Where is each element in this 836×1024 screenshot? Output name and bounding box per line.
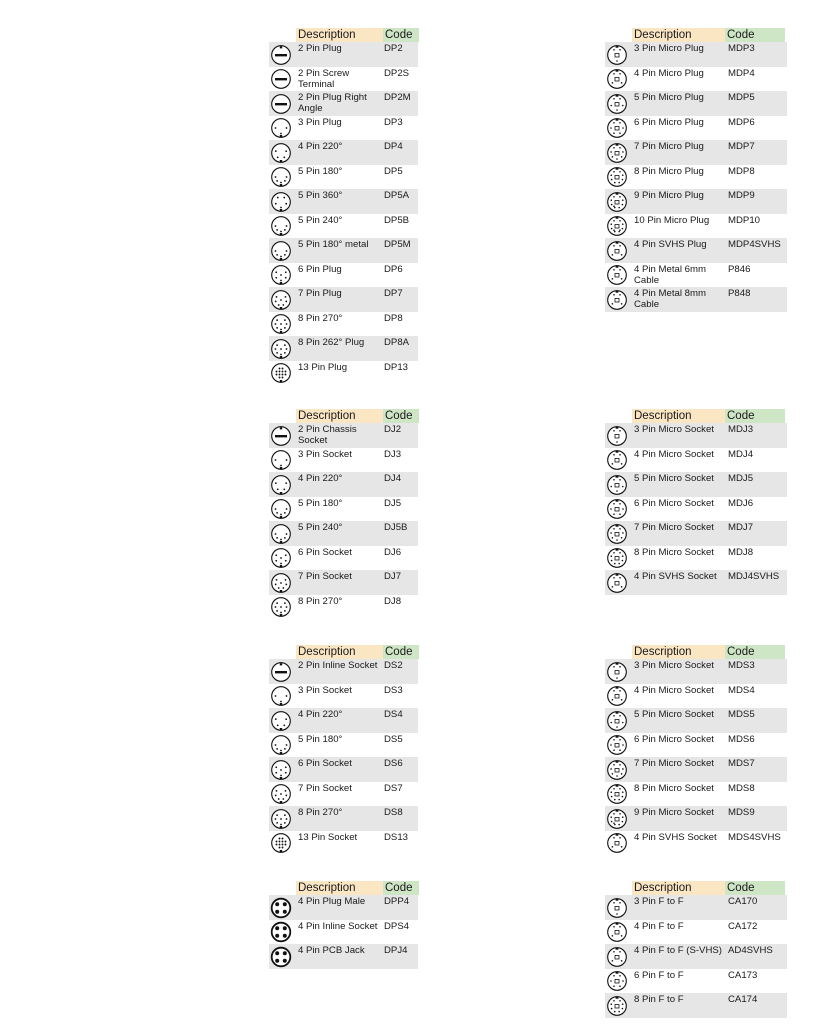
description-cell: 3 Pin F to F bbox=[634, 896, 684, 907]
table-row bbox=[269, 189, 418, 214]
table-row bbox=[605, 944, 787, 969]
table-row bbox=[605, 684, 787, 709]
code-cell: MDP9 bbox=[728, 190, 755, 201]
table-row bbox=[269, 263, 418, 288]
table-row bbox=[269, 708, 418, 733]
header-description: Description bbox=[296, 881, 383, 895]
connector-icon bbox=[606, 734, 628, 756]
connector-icon bbox=[270, 289, 292, 311]
table-row bbox=[605, 67, 787, 92]
connector-icon bbox=[606, 264, 628, 286]
table-row bbox=[269, 312, 418, 337]
code-cell: DJ7 bbox=[384, 571, 402, 582]
connector-icon bbox=[270, 572, 292, 594]
code-cell: DPS4 bbox=[384, 920, 410, 932]
description-cell: 3 Pin Micro Plug bbox=[634, 43, 704, 54]
description-cell: 7 Pin Socket bbox=[298, 782, 352, 794]
connector-icon bbox=[606, 759, 628, 781]
table-row bbox=[269, 423, 418, 448]
code-cell: DS3 bbox=[384, 684, 403, 696]
table-header bbox=[269, 645, 419, 659]
code-cell: DPP4 bbox=[384, 896, 410, 907]
description-cell: 4 Pin SVHS Socket bbox=[634, 831, 717, 843]
connector-icon bbox=[606, 685, 628, 707]
code-cell: DP4 bbox=[384, 141, 403, 152]
code-cell: DS5 bbox=[384, 733, 403, 745]
code-cell: MDJ8 bbox=[728, 546, 754, 558]
description-cell: 4 Pin Inline Socket bbox=[298, 920, 378, 932]
description-cell: 4 Pin Metal 8mm Cable bbox=[634, 288, 706, 310]
description-cell: 2 Pin Chassis Socket bbox=[298, 424, 357, 446]
table-row bbox=[605, 831, 787, 856]
description-cell: 8 Pin 270° bbox=[298, 312, 343, 324]
table-row bbox=[605, 993, 787, 1018]
table-row bbox=[269, 570, 418, 595]
description-cell: 7 Pin Socket bbox=[298, 571, 352, 582]
description-cell: 4 Pin F to F (S-VHS) bbox=[634, 945, 722, 956]
connector-icon bbox=[270, 498, 292, 520]
table-header bbox=[269, 28, 419, 42]
connector-icon bbox=[270, 215, 292, 237]
description-cell: 5 Pin Micro Plug bbox=[634, 92, 704, 103]
table-row bbox=[605, 920, 787, 945]
connector-icon bbox=[606, 995, 628, 1017]
header-spacer bbox=[605, 28, 632, 42]
code-cell: MDS4 bbox=[728, 684, 755, 696]
connector-icon bbox=[270, 93, 292, 115]
connector-icon bbox=[270, 710, 292, 732]
table-row bbox=[269, 757, 418, 782]
header-code: Code bbox=[725, 881, 785, 895]
description-cell: 5 Pin 180° metal bbox=[298, 239, 369, 250]
description-cell: 8 Pin Micro Plug bbox=[634, 165, 704, 177]
description-cell: 4 Pin Metal 6mm Cable bbox=[634, 263, 706, 286]
header-description: Description bbox=[296, 645, 383, 659]
table-row bbox=[269, 448, 418, 473]
connector-icon bbox=[270, 547, 292, 569]
connector-icon bbox=[270, 425, 292, 447]
table-row bbox=[605, 708, 787, 733]
table-row bbox=[269, 782, 418, 807]
table-row bbox=[605, 570, 787, 595]
code-cell: CA174 bbox=[728, 994, 758, 1005]
table-row bbox=[605, 733, 787, 758]
header-code: Code bbox=[725, 645, 785, 659]
table-header bbox=[605, 28, 787, 42]
code-cell: MDS3 bbox=[728, 660, 755, 671]
code-cell: AD4SVHS bbox=[728, 945, 773, 956]
description-cell: 8 Pin 270° bbox=[298, 595, 343, 607]
header-description: Description bbox=[632, 881, 725, 895]
table-row bbox=[269, 140, 418, 165]
code-cell: MDJ4SVHS bbox=[728, 571, 780, 582]
description-cell: 4 Pin Micro Plug bbox=[634, 67, 704, 79]
description-cell: 6 Pin Micro Socket bbox=[634, 497, 714, 509]
table-din-sockets bbox=[269, 409, 419, 619]
code-cell: MDP10 bbox=[728, 214, 760, 226]
header-description: Description bbox=[632, 645, 725, 659]
description-cell: 4 Pin Plug Male bbox=[298, 896, 366, 907]
table-row bbox=[605, 659, 787, 684]
description-cell: 6 Pin Micro Plug bbox=[634, 116, 704, 128]
table-power-din bbox=[269, 881, 419, 969]
connector-icon bbox=[270, 264, 292, 286]
connector-icon bbox=[270, 783, 292, 805]
table-row bbox=[269, 733, 418, 758]
code-cell: DPJ4 bbox=[384, 945, 408, 956]
code-cell: DP5M bbox=[384, 239, 411, 250]
table-header bbox=[605, 645, 787, 659]
table-row bbox=[605, 42, 787, 67]
table-row bbox=[269, 165, 418, 190]
header-spacer bbox=[605, 645, 632, 659]
table-row bbox=[605, 757, 787, 782]
code-cell: MDJ7 bbox=[728, 522, 754, 533]
code-cell: DP2 bbox=[384, 43, 403, 54]
connector-icon bbox=[270, 44, 292, 66]
code-cell: DJ4 bbox=[384, 473, 402, 484]
code-cell: DP5A bbox=[384, 190, 410, 201]
table-row bbox=[269, 546, 418, 571]
connector-icon bbox=[606, 215, 628, 237]
table-row bbox=[605, 472, 787, 497]
code-cell: DP5 bbox=[384, 165, 403, 177]
table-row bbox=[269, 472, 418, 497]
connector-icon bbox=[606, 142, 628, 164]
header-spacer bbox=[605, 881, 632, 895]
table-header bbox=[269, 881, 419, 895]
connector-icon bbox=[270, 596, 292, 618]
table-row bbox=[605, 448, 787, 473]
code-cell: DP2S bbox=[384, 67, 410, 79]
header-code: Code bbox=[383, 645, 419, 659]
code-cell: DS4 bbox=[384, 709, 403, 720]
code-cell: DJ6 bbox=[384, 546, 402, 558]
connector-icon bbox=[270, 68, 292, 90]
code-cell: MDJ4 bbox=[728, 448, 754, 460]
table-row bbox=[269, 831, 418, 856]
description-cell: 7 Pin Plug bbox=[298, 288, 342, 299]
table-row bbox=[269, 361, 418, 386]
table-row bbox=[269, 895, 418, 920]
description-cell: 5 Pin 180° bbox=[298, 733, 343, 745]
table-row bbox=[269, 521, 418, 546]
description-cell: 4 Pin Micro Socket bbox=[634, 684, 714, 696]
table-row bbox=[605, 238, 787, 263]
connector-icon bbox=[270, 191, 292, 213]
header-code: Code bbox=[383, 409, 419, 423]
code-cell: MDS5 bbox=[728, 709, 755, 720]
connector-icon bbox=[606, 449, 628, 471]
table-row bbox=[269, 91, 418, 116]
connector-icon bbox=[606, 289, 628, 311]
code-cell: DJ2 bbox=[384, 424, 402, 435]
code-cell: DP7 bbox=[384, 288, 403, 299]
description-cell: 4 Pin F to F bbox=[634, 920, 684, 932]
connector-icon bbox=[270, 142, 292, 164]
code-cell: DJ8 bbox=[384, 595, 402, 607]
header-description: Description bbox=[296, 28, 383, 42]
connector-icon bbox=[606, 166, 628, 188]
description-cell: 3 Pin Micro Socket bbox=[634, 424, 714, 435]
code-cell: MDP6 bbox=[728, 116, 755, 128]
code-cell: MDP5 bbox=[728, 92, 755, 103]
connector-icon bbox=[606, 547, 628, 569]
description-cell: 8 Pin Micro Socket bbox=[634, 546, 714, 558]
description-cell: 3 Pin Socket bbox=[298, 448, 352, 460]
code-cell: DP5B bbox=[384, 214, 410, 226]
code-cell: MDP3 bbox=[728, 43, 755, 54]
table-row bbox=[605, 140, 787, 165]
table-din-plugs bbox=[269, 28, 419, 385]
description-cell: 4 Pin SVHS Socket bbox=[634, 571, 717, 582]
table-row bbox=[269, 238, 418, 263]
table-row bbox=[269, 944, 418, 969]
table-row bbox=[269, 336, 418, 361]
connector-icon bbox=[606, 191, 628, 213]
description-cell: 4 Pin 220° bbox=[298, 141, 343, 152]
description-cell: 3 Pin Plug bbox=[298, 116, 342, 128]
header-spacer bbox=[269, 409, 296, 423]
description-cell: 13 Pin Plug bbox=[298, 361, 348, 373]
table-header bbox=[605, 409, 787, 423]
table-row bbox=[269, 287, 418, 312]
header-spacer bbox=[269, 881, 296, 895]
connector-icon bbox=[270, 240, 292, 262]
table-row bbox=[605, 189, 787, 214]
code-cell: DP3 bbox=[384, 116, 403, 128]
code-cell: DS2 bbox=[384, 660, 403, 671]
table-row bbox=[605, 165, 787, 190]
table-row bbox=[269, 214, 418, 239]
connector-icon bbox=[270, 921, 292, 943]
connector-icon bbox=[606, 44, 628, 66]
description-cell: 7 Pin Micro Socket bbox=[634, 758, 714, 769]
connector-icon bbox=[606, 921, 628, 943]
description-cell: 8 Pin 270° bbox=[298, 807, 343, 818]
connector-icon bbox=[606, 93, 628, 115]
code-cell: MDS6 bbox=[728, 733, 755, 745]
description-cell: 5 Pin 360° bbox=[298, 190, 343, 201]
table-row bbox=[605, 497, 787, 522]
connector-icon bbox=[606, 117, 628, 139]
description-cell: 6 Pin Micro Socket bbox=[634, 733, 714, 745]
table-row bbox=[605, 287, 787, 312]
table-row bbox=[269, 595, 418, 620]
connector-icon bbox=[270, 685, 292, 707]
connector-icon bbox=[270, 166, 292, 188]
connector-icon bbox=[270, 832, 292, 854]
table-row bbox=[605, 969, 787, 994]
connector-icon bbox=[270, 808, 292, 830]
connector-icon bbox=[606, 897, 628, 919]
table-row bbox=[269, 920, 418, 945]
description-cell: 5 Pin 240° bbox=[298, 214, 343, 226]
connector-icon bbox=[606, 474, 628, 496]
table-row bbox=[605, 423, 787, 448]
header-code: Code bbox=[725, 28, 785, 42]
connector-icon bbox=[606, 832, 628, 854]
description-cell: 4 Pin Micro Socket bbox=[634, 448, 714, 460]
code-cell: P846 bbox=[728, 263, 751, 275]
table-row bbox=[269, 497, 418, 522]
table-row bbox=[605, 806, 787, 831]
description-cell: 4 Pin 220° bbox=[298, 473, 343, 484]
connector-icon bbox=[270, 661, 292, 683]
code-cell: DS7 bbox=[384, 782, 403, 794]
code-cell: CA173 bbox=[728, 969, 758, 981]
connector-icon bbox=[270, 362, 292, 384]
table-row bbox=[269, 659, 418, 684]
table-row bbox=[605, 116, 787, 141]
description-cell: 6 Pin F to F bbox=[634, 969, 684, 981]
description-cell: 3 Pin Socket bbox=[298, 684, 352, 696]
code-cell: MDS7 bbox=[728, 758, 755, 769]
description-cell: 2 Pin Inline Socket bbox=[298, 660, 378, 671]
description-cell: 9 Pin Micro Plug bbox=[634, 190, 704, 201]
connector-icon bbox=[270, 897, 292, 919]
description-cell: 4 Pin 220° bbox=[298, 709, 343, 720]
table-header bbox=[605, 881, 787, 895]
description-cell: 5 Pin 240° bbox=[298, 522, 343, 533]
connector-icon bbox=[270, 946, 292, 968]
table-row bbox=[605, 263, 787, 288]
code-cell: MDP4SVHS bbox=[728, 239, 781, 250]
description-cell: 5 Pin Micro Socket bbox=[634, 473, 714, 484]
header-description: Description bbox=[632, 28, 725, 42]
connector-icon bbox=[606, 970, 628, 992]
code-cell: DS6 bbox=[384, 758, 403, 769]
description-cell: 7 Pin Micro Plug bbox=[634, 141, 704, 152]
table-row bbox=[269, 42, 418, 67]
code-cell: DS13 bbox=[384, 831, 408, 843]
connector-icon bbox=[606, 710, 628, 732]
code-cell: DJ5B bbox=[384, 522, 408, 533]
header-spacer bbox=[269, 645, 296, 659]
connector-icon bbox=[606, 661, 628, 683]
code-cell: DJ5 bbox=[384, 497, 402, 509]
table-row bbox=[269, 67, 418, 92]
description-cell: 6 Pin Socket bbox=[298, 758, 352, 769]
description-cell: 2 Pin Plug bbox=[298, 43, 342, 54]
connector-icon bbox=[606, 68, 628, 90]
connector-icon bbox=[270, 523, 292, 545]
table-row bbox=[605, 546, 787, 571]
description-cell: 10 Pin Micro Plug bbox=[634, 214, 710, 226]
description-cell: 13 Pin Socket bbox=[298, 831, 358, 843]
code-cell: DP8 bbox=[384, 312, 403, 324]
description-cell: 8 Pin 262° Plug bbox=[298, 337, 365, 348]
code-cell: DP6 bbox=[384, 263, 403, 275]
description-cell: 8 Pin Micro Socket bbox=[634, 782, 714, 794]
table-row bbox=[269, 116, 418, 141]
table-mini-din-inline-sockets bbox=[605, 645, 787, 855]
table-row bbox=[605, 782, 787, 807]
code-cell: MDJ5 bbox=[728, 473, 754, 484]
connector-icon bbox=[270, 734, 292, 756]
code-cell: MDJ3 bbox=[728, 424, 754, 435]
code-cell: DJ3 bbox=[384, 448, 402, 460]
code-cell: MDP8 bbox=[728, 165, 755, 177]
description-cell: 4 Pin PCB Jack bbox=[298, 945, 365, 956]
description-cell: 5 Pin Micro Socket bbox=[634, 709, 714, 720]
code-cell: MDS9 bbox=[728, 807, 755, 818]
description-cell: 9 Pin Micro Socket bbox=[634, 807, 714, 818]
table-header bbox=[269, 409, 419, 423]
description-cell: 7 Pin Micro Socket bbox=[634, 522, 714, 533]
code-cell: MDS4SVHS bbox=[728, 831, 781, 843]
table-din-inline-sockets bbox=[269, 645, 419, 855]
header-spacer bbox=[605, 409, 632, 423]
description-cell: 8 Pin F to F bbox=[634, 994, 684, 1005]
code-cell: P848 bbox=[728, 288, 751, 299]
code-cell: MDP4 bbox=[728, 67, 755, 79]
code-cell: CA172 bbox=[728, 920, 758, 932]
code-cell: MDP7 bbox=[728, 141, 755, 152]
description-cell: 5 Pin 180° bbox=[298, 165, 343, 177]
connector-icon bbox=[606, 498, 628, 520]
code-cell: DS8 bbox=[384, 807, 403, 818]
description-cell: 2 Pin Plug Right Angle bbox=[298, 92, 367, 114]
connector-icon bbox=[606, 946, 628, 968]
connector-icon bbox=[270, 313, 292, 335]
table-row bbox=[605, 521, 787, 546]
description-cell: 6 Pin Socket bbox=[298, 546, 352, 558]
code-cell: CA170 bbox=[728, 896, 758, 907]
connector-icon bbox=[606, 523, 628, 545]
description-cell: 2 Pin Screw Terminal bbox=[298, 67, 350, 90]
table-row bbox=[605, 91, 787, 116]
header-spacer bbox=[269, 28, 296, 42]
table-row bbox=[269, 806, 418, 831]
header-description: Description bbox=[632, 409, 725, 423]
code-cell: MDS8 bbox=[728, 782, 755, 794]
connector-icon bbox=[270, 117, 292, 139]
description-cell: 6 Pin Plug bbox=[298, 263, 342, 275]
code-cell: DP13 bbox=[384, 361, 408, 373]
code-cell: MDJ6 bbox=[728, 497, 754, 509]
connector-icon bbox=[606, 425, 628, 447]
header-code: Code bbox=[383, 28, 419, 42]
connector-icon bbox=[606, 240, 628, 262]
connector-icon bbox=[270, 474, 292, 496]
table-row bbox=[269, 684, 418, 709]
description-cell: 4 Pin SVHS Plug bbox=[634, 239, 707, 250]
table-mini-din-sockets bbox=[605, 409, 787, 595]
code-cell: DP2M bbox=[384, 92, 411, 103]
header-description: Description bbox=[296, 409, 383, 423]
description-cell: 3 Pin Micro Socket bbox=[634, 660, 714, 671]
connector-icon bbox=[270, 449, 292, 471]
connector-icon bbox=[606, 783, 628, 805]
description-cell: 5 Pin 180° bbox=[298, 497, 343, 509]
table-row bbox=[605, 895, 787, 920]
connector-icon bbox=[606, 572, 628, 594]
header-code: Code bbox=[383, 881, 419, 895]
table-row bbox=[605, 214, 787, 239]
connector-icon bbox=[270, 338, 292, 360]
connector-icon bbox=[606, 808, 628, 830]
table-mini-din-plugs bbox=[605, 28, 787, 312]
code-cell: DP8A bbox=[384, 337, 410, 348]
connector-icon bbox=[270, 759, 292, 781]
header-code: Code bbox=[725, 409, 785, 423]
table-cables bbox=[605, 881, 787, 1018]
